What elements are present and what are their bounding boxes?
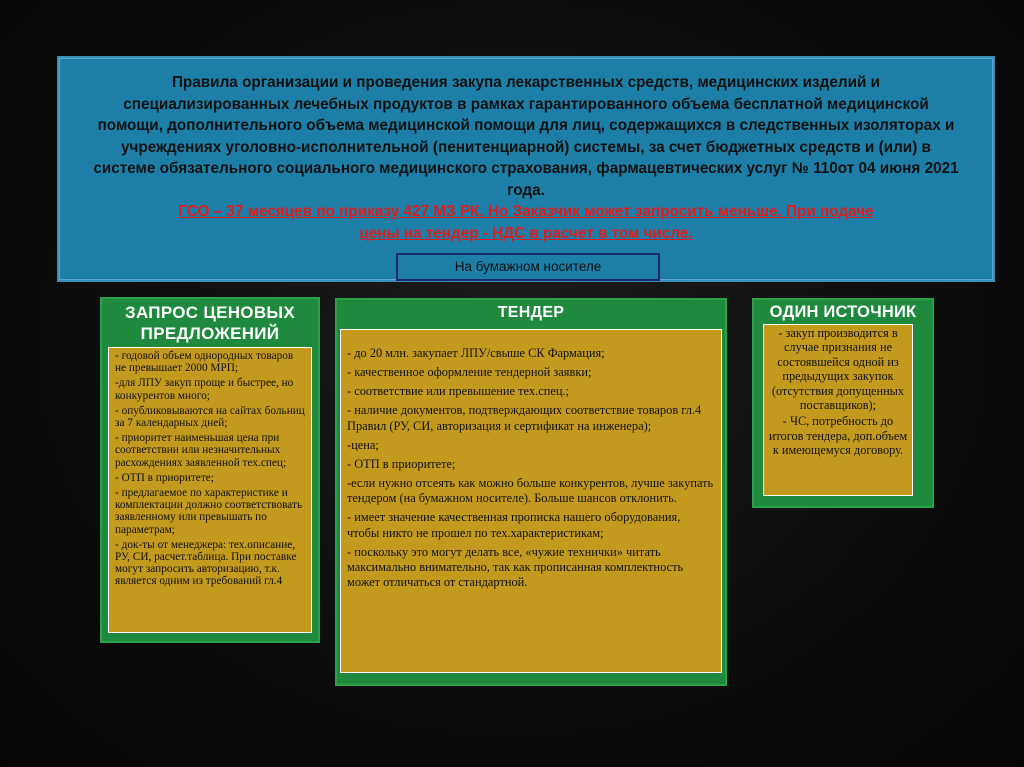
list-item: - ОТП в приоритете; xyxy=(347,456,456,471)
request-quotes-title-line2: ПРЕДЛОЖЕНИЙ xyxy=(140,324,280,343)
request-quotes-panel xyxy=(100,297,320,643)
header-red-line: ГСО – 37 месяцев по приказу 427 МЗ РК. Но Заказчик может запросить меньше. При подаче xyxy=(178,203,874,220)
list-item: - до 20 млн. закупает ЛПУ/свыше СК Фармация; xyxy=(347,346,605,360)
request-quotes-list xyxy=(108,347,312,633)
header-line: системе обязательного социального медицинского страхования, фармацевтических услуг № 110от 04 июня 2021 xyxy=(93,160,959,177)
tender-list xyxy=(340,329,722,673)
tender-panel xyxy=(335,298,727,686)
list-item: - опубликовываются на сайтах больниц за 7 календарных дней; xyxy=(115,404,305,430)
header-line: учреждениях уголовно-исполнительной (пенитенциарной) системы, за счет бюджетных средств и (или) в xyxy=(121,138,931,156)
list-item: - поскольку это могут делать все, «чужие технички» читать максимально внимательно, так как прописанная комплектность может отличаться от стандартной. xyxy=(347,544,684,590)
list-item: - наличие документов, подтверждающих соответствие товаров гл.4 Правил (РУ, СИ, авторизация и сертификат на инженера); xyxy=(347,403,702,433)
request-quotes-title-line1: ЗАПРОС ЦЕНОВЫХ xyxy=(125,303,295,322)
list-item: -цена; xyxy=(347,437,379,452)
list-item: - соответствие или превышение тех.спец.; xyxy=(347,384,569,399)
list-item: - ОТП в приоритете; xyxy=(115,471,214,484)
header-line: специализированных лечебных продуктов в рамках гарантированного объема бесплатной медицинской xyxy=(123,95,929,113)
paper-medium-label: На бумажном носителе xyxy=(396,253,660,281)
list-item: - закуп производится в случае признания не состоявшейся одной из предыдущих закупок (отсутствия допущенных поставщиков); xyxy=(771,326,905,413)
list-item: - качественное оформление тендерной заявки; xyxy=(347,365,592,380)
single-source-title: ОДИН ИСТОЧНИК xyxy=(769,303,917,321)
header-red-line: цены на тендер - НДС в расчет в том числе. xyxy=(359,224,693,242)
list-item: -для ЛПУ закуп проще и быстрее, но конкурентов много; xyxy=(115,377,294,402)
list-item: - приоритет наименьшая цена при соответствии или незначительных расхождениях заявленной тех.спец; xyxy=(115,432,287,469)
request-quotes-title xyxy=(102,299,318,344)
list-item: - док-ты от менеджера: тех.описание, РУ, СИ, расчет.таблица. При поставке могут запросить авторизацию, т.к. является одним из требований гл.4 xyxy=(115,538,297,588)
single-source-panel xyxy=(752,298,934,508)
list-item: -если нужно отсеять как можно больше конкурентов, лучше закупать тендером (на бумажном носителе). Больше шансов отклонить. xyxy=(347,475,714,506)
list-item: - годовой объем однородных товаров не превышает 2000 МРП; xyxy=(115,350,294,375)
tender-title: ТЕНДЕР xyxy=(497,304,565,321)
header-line: года. xyxy=(507,181,545,199)
header-line: помощи, дополнительного объема медицинской помощи для лиц, содержащихся в следственных изоляторах и xyxy=(97,117,955,134)
header-line: Правила организации и проведения закупа лекарственных средств, медицинских изделий и xyxy=(171,74,881,91)
list-item: - имеет значение качественная прописка нашего оборудования, чтобы никто не прошел по тех.характеристикам; xyxy=(347,510,681,540)
list-item: - ЧС, потребность до итогов тендера, доп.объем к имеющемуся договору. xyxy=(768,414,908,458)
header-box xyxy=(57,56,995,282)
list-item: - предлагаемое по характеристике и комплектации должно соответствовать заявленному или превышать по параметрам; xyxy=(115,487,303,536)
single-source-list xyxy=(763,324,913,496)
